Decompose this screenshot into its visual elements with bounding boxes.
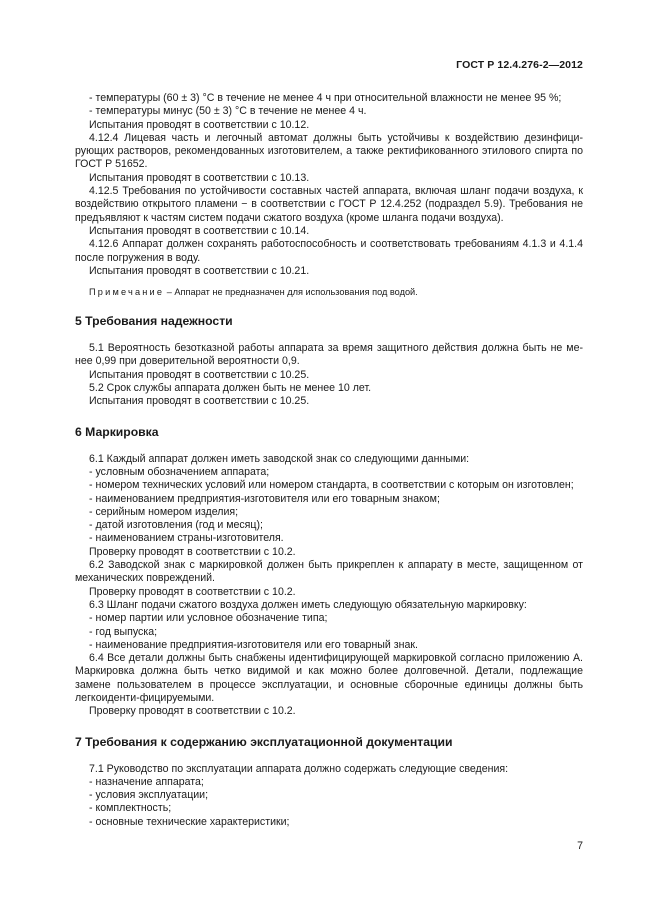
paragraph-6-3: 6.3 Шланг подачи сжатого воздуха должен иметь следующую обязательную маркировку:	[89, 598, 527, 611]
paragraph-6-2: 6.2 Заводской знак с маркировкой должен быть прикреплен к аппарату в месте, защищенном от механических повреждений.	[75, 559, 583, 585]
note-text: – Аппарат не предназначен для использования под водой.	[164, 287, 418, 298]
note-label: Примечание	[89, 287, 165, 298]
check-reference: Проверку проводят в соответствии с 10.2.	[89, 585, 296, 598]
check-reference: Проверку проводят в соответствии с 10.2.	[89, 705, 296, 718]
paragraph-4-12-4: 4.12.4 Лицевая часть и легочный автомат должны быть устойчивы к воздействию дезинфици-рующих растворов, рекомендованных изготовителем, а также ректификованного этилового спирта по ГОСТ Р 51652.	[75, 131, 583, 171]
list-item: - основные технические характеристики;	[89, 815, 290, 828]
list-item: - температуры (60 ± 3) °С в течение не менее 4 ч при относительной влажности не менее 95 %;	[89, 92, 562, 104]
list-item: - назначение аппарата;	[89, 775, 204, 788]
list-item: - номером технических условий или номером стандарта, в соответствии с которым он изготовлен;	[89, 479, 574, 492]
test-reference: Испытания проводят в соответствии с 10.25.	[89, 395, 310, 408]
test-reference: Испытания проводят в соответствии с 10.21.	[89, 264, 310, 277]
test-reference: Испытания проводят в соответствии с 10.12.	[89, 118, 310, 131]
paragraph-4-12-6: 4.12.6 Аппарат должен сохранять работоспособность и соответствовать требованиям 4.1.3 и 4.1.4 после погружения в воду.	[75, 238, 583, 264]
list-item: - серийным номером изделия;	[89, 505, 239, 518]
paragraph-7-1: 7.1 Руководство по эксплуатации аппарата должно содержать следующие сведения:	[89, 762, 509, 775]
check-reference: Проверку проводят в соответствии с 10.2.	[89, 545, 296, 558]
page-body	[75, 92, 583, 829]
note	[75, 286, 583, 298]
list-item: - комплектность;	[89, 802, 172, 815]
list-item: - наименованием страны-изготовителя.	[89, 532, 284, 545]
list-item: - номер партии или условное обозначение типа;	[89, 612, 328, 625]
section-7-heading: 7 Требования к содержанию эксплуатационной документации	[75, 734, 453, 749]
page-number: 7	[577, 840, 583, 852]
test-reference: Испытания проводят в соответствии с 10.14.	[89, 224, 310, 237]
section-5-heading: 5 Требования надежности	[75, 314, 233, 329]
paragraph-4-12-5: 4.12.5 Требования по устойчивости составных частей аппарата, включая шланг подачи воздуха, к воздействию открытого пламени − в соответствии с ГОСТ Р 12.4.252 (подраздел 5.9). Требования не предъявляют к частям систем подачи сжатого воздуха (кроме шланга подачи воздуха).	[75, 185, 583, 224]
document-code: ГОСТ Р 12.4.276-2—2012	[456, 59, 583, 71]
list-item: - датой изготовления (год и месяц);	[89, 519, 263, 532]
paragraph-6-1: 6.1 Каждый аппарат должен иметь заводской знак со следующими данными:	[89, 452, 470, 465]
list-item: - наименованием предприятия-изготовителя или его товарным знаком;	[89, 492, 440, 505]
test-reference: Испытания проводят в соответствии с 10.25.	[89, 368, 310, 381]
list-item: - температуры минус (50 ± 3) °С в течение не менее 4 ч.	[89, 105, 367, 118]
list-item: - условия эксплуатации;	[89, 789, 209, 802]
paragraph-6-4: 6.4 Все детали должны быть снабжены идентифицирующей маркировкой согласно приложению А. Маркировка должна быть четко видимой и как можно более долговечной. Детали, подлежащие замене пользователем в процессе эксплуатации, и основные сборочные единицы должны быть легкоиденти-фицируемыми.	[75, 652, 583, 704]
paragraph-5-2: 5.2 Срок службы аппарата должен быть не менее 10 лет.	[89, 382, 372, 395]
section-6-heading: 6 Маркировка	[75, 424, 159, 439]
list-item: - условным обозначением аппарата;	[89, 465, 270, 478]
paragraph-5-1: 5.1 Вероятность безотказной работы аппарата за время защитного действия должна быть не ме-нее 0,99 при доверительной вероятности 0,9.	[75, 342, 583, 368]
test-reference: Испытания проводят в соответствии с 10.13.	[89, 171, 310, 184]
list-item: - наименование предприятия-изготовителя или его товарный знак.	[89, 638, 418, 651]
list-item: - год выпуска;	[89, 625, 158, 638]
